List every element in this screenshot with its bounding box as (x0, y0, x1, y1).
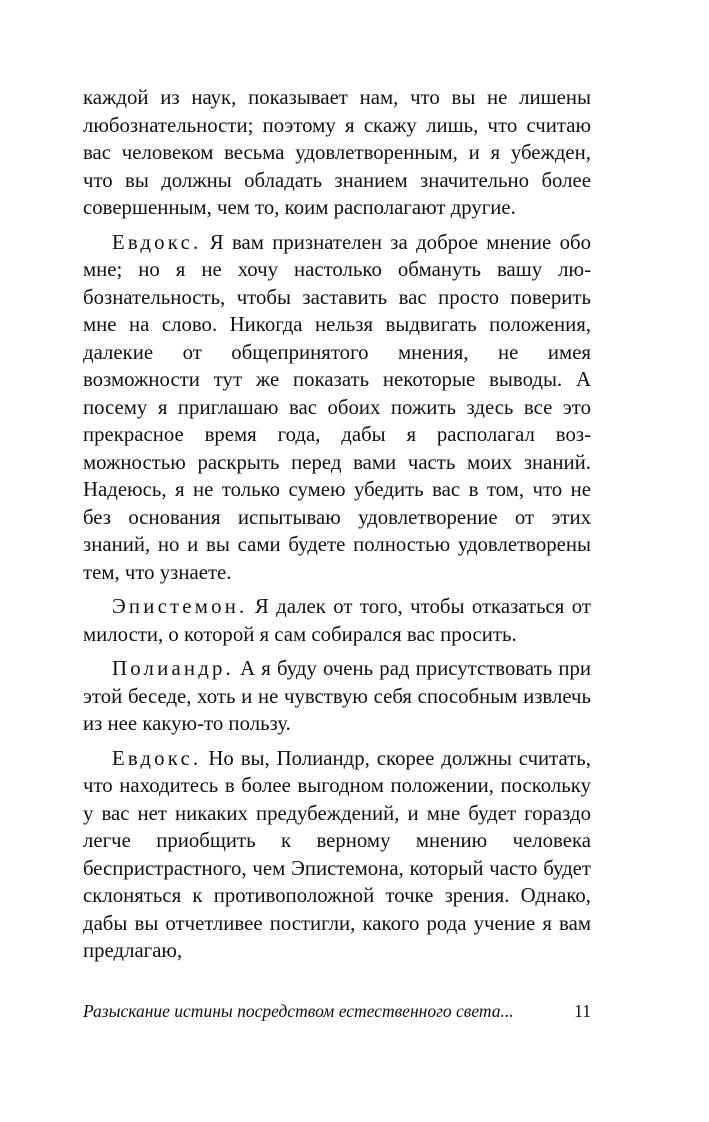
speaker-name: Полиандр. (112, 657, 234, 680)
paragraph-1 (83, 84, 591, 222)
paragraph-4-text: А я буду очень рад присутствовать при этой беседе, хоть и не чувствую себя способным извлечь из нее какую-то пользу. (83, 657, 591, 735)
paragraph-2 (83, 229, 591, 587)
paragraph-1-text: каждой из наук, показывает нам, что вы не лишены любознательности; поэтому я скажу лишь, что считаю вас человеком весьма удовлетворенным, и я убежден, что вы должны обладать знанием значительно более совершенным, чем то, коим располагают другие. (83, 86, 591, 219)
paragraph-4 (83, 655, 591, 738)
body-text (83, 84, 591, 965)
speaker-name: Евдокс. (112, 746, 202, 770)
running-footer (83, 1000, 591, 1022)
paragraph-3-text: Я далек от того, чтобы отказаться от милости, о которой я сам собирался вас просить. (83, 595, 591, 646)
speaker-name: Евдокс. (112, 230, 202, 254)
book-page (83, 84, 591, 1044)
speaker-name: Эпистемон. (112, 595, 248, 618)
page-number: 11 (574, 1001, 591, 1021)
paragraph-2-text: Я вам признателен за доброе мнение обо мне; но я не хочу настолько обмануть вашу любознательность, чтобы заставить вас просто поверить мне на слово. Никогда нельзя выдвигать положения, далекие от общепринятого мнения, не имея возможности тут же показать некоторые выводы. А посему я приглашаю вас обоих пожить здесь все это прекрасное время года, дабы я располагал возможностью раскрыть перед вами часть моих знаний. Надеюсь, я не только сумею убедить вас в том, что не без основания испытываю удовлетворение от этих знаний, но и вы сами будете полностью удовлетворены тем, что узнаете. (83, 230, 591, 584)
paragraph-5 (83, 745, 591, 965)
footer-book-title: Разыскание истины посредством естественного света... (83, 1001, 514, 1021)
paragraph-3 (83, 593, 591, 648)
paragraph-5-text: Но вы, Полиандр, скорее должны считать, что находитесь в более выгодном положении, поскольку у вас нет никаких предубеждений, и мне будет гораздо легче приобщить к верному мнению человека беспристрастного, чем Эпистемона, который часто будет склоняться к противоположной точке зрения. Однако, дабы вы отчетливее постигли, какого рода учение я вам предлагаю, (83, 746, 591, 962)
